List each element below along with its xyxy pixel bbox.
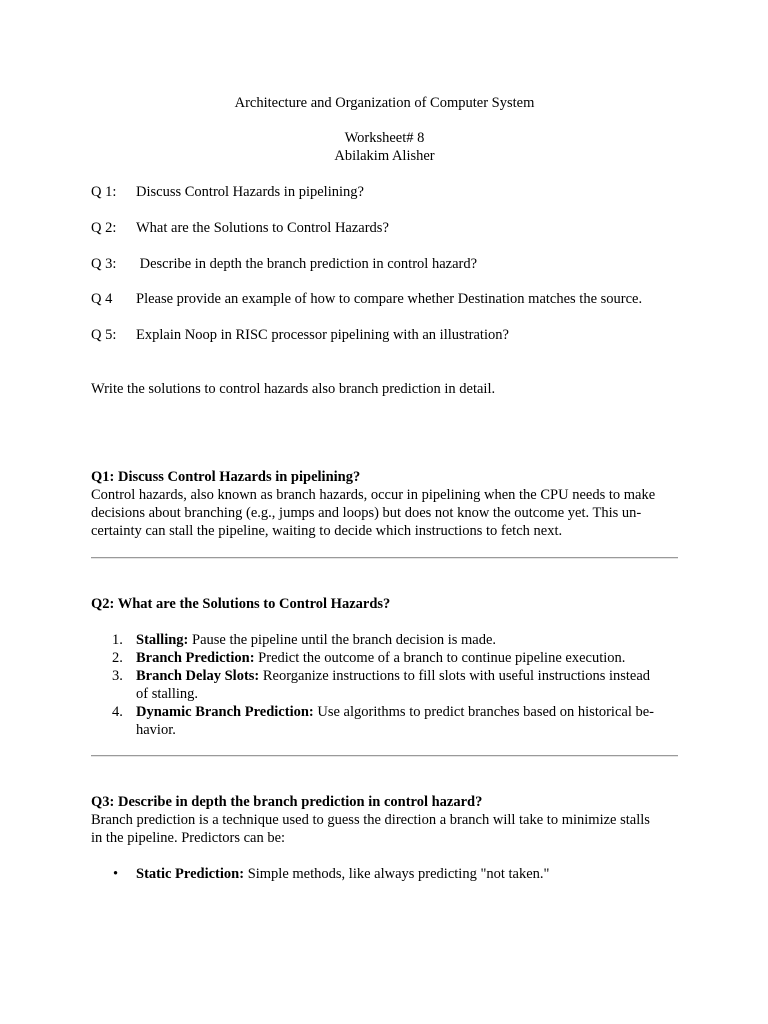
predictor-list	[91, 865, 678, 883]
author-name: Abilakim Alisher	[334, 148, 435, 164]
horizontal-rule	[91, 755, 678, 757]
list-number: 2.	[112, 650, 123, 666]
worksheet-number: Worksheet# 8	[344, 130, 425, 146]
answer-q3	[91, 793, 678, 847]
list-text: Predict the outcome of a branch to continue pipeline execution.	[254, 650, 626, 666]
list-term: Dynamic Branch Prediction:	[136, 704, 314, 720]
list-number: 4.	[112, 704, 123, 720]
answer-line: in the pipeline. Predictors can be:	[91, 830, 286, 846]
document-title: Architecture and Organization of Computer System	[234, 95, 535, 111]
solutions-list	[91, 631, 678, 739]
list-term: Branch Delay Slots:	[136, 668, 260, 684]
list-number: 1.	[112, 632, 123, 648]
question-text: What are the Solutions to Control Hazards?	[136, 220, 389, 236]
list-item	[91, 631, 678, 649]
answer-line: Branch prediction is a technique used to guess the direction a branch will take to minimize stalls	[91, 812, 650, 828]
question-text: Please provide an example of how to compare whether Destination matches the source.	[136, 291, 643, 307]
answer-line: decisions about branching (e.g., jumps and loops) but does not know the outcome yet. This un-	[91, 505, 642, 521]
answer-heading: Q2: What are the Solutions to Control Hazards?	[91, 596, 391, 612]
question-text: Discuss Control Hazards in pipelining?	[136, 184, 364, 200]
question-text: Describe in depth the branch prediction in control hazard?	[136, 256, 478, 272]
list-text-continued: havior.	[136, 722, 176, 738]
list-text: Reorganize instructions to fill slots with useful instructions instead	[259, 668, 651, 684]
list-text: Use algorithms to predict branches based on historical be-	[313, 704, 654, 720]
list-item	[91, 649, 678, 667]
list-item	[91, 667, 678, 703]
list-item	[91, 865, 678, 883]
list-text: Pause the pipeline until the branch decision is made.	[188, 632, 497, 648]
list-item	[91, 703, 678, 739]
answer-line: Control hazards, also known as branch hazards, occur in pipelining when the CPU needs to make	[91, 487, 656, 503]
question-number: Q 5:	[91, 327, 117, 343]
question-number: Q 1:	[91, 184, 117, 200]
answer-q2	[91, 595, 678, 613]
answer-heading: Q1: Discuss Control Hazards in pipelining?	[91, 469, 361, 485]
instruction-text: Write the solutions to control hazards also branch prediction in detail.	[91, 381, 496, 397]
horizontal-rule	[91, 557, 678, 559]
answer-q1	[91, 468, 678, 540]
list-term: Static Prediction:	[136, 866, 245, 882]
list-number: 3.	[112, 668, 123, 684]
question-number: Q 2:	[91, 220, 117, 236]
list-term: Stalling:	[136, 632, 189, 648]
answer-heading: Q3: Describe in depth the branch prediction in control hazard?	[91, 794, 483, 810]
list-term: Branch Prediction:	[136, 650, 255, 666]
list-text: Simple methods, like always predicting "not taken."	[244, 866, 550, 882]
bullet-icon: •	[113, 866, 119, 882]
answer-line: certainty can stall the pipeline, waiting to decide which instructions to fetch next.	[91, 523, 563, 539]
question-number: Q 3:	[91, 256, 117, 272]
question-number: Q 4	[91, 291, 113, 307]
question-text: Explain Noop in RISC processor pipelining with an illustration?	[136, 327, 509, 343]
list-text-continued: of stalling.	[136, 686, 199, 702]
